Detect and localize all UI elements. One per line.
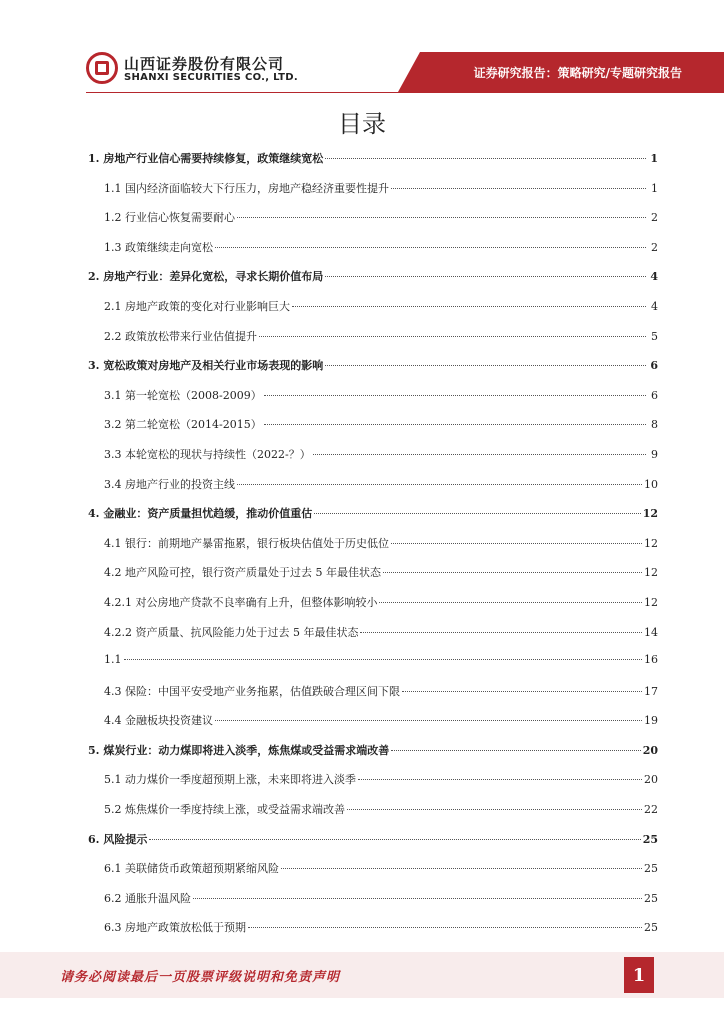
company-logo-icon [86, 52, 118, 84]
toc-entry[interactable] [88, 357, 658, 387]
header-divider [86, 92, 724, 93]
toc-leader-dots [248, 927, 642, 928]
toc-entry[interactable] [88, 890, 658, 920]
toc-entry[interactable] [88, 712, 658, 742]
toc-entry-page: 4 [650, 270, 658, 284]
toc-entry-page: 2 [651, 240, 658, 254]
toc-entry-label: 3.2 第二轮宽松（2014-2015） [104, 418, 262, 432]
toc-entry-page: 14 [644, 625, 658, 639]
footer-disclaimer: 请务必阅读最后一页股票评级说明和免责声明 [60, 970, 341, 985]
toc-entry[interactable] [88, 624, 658, 654]
toc-entry-label: 6.1 美联储货币政策超预期紧缩风险 [104, 862, 279, 876]
toc-entry-label: 3. 宽松政策对房地产及相关行业市场表现的影响 [88, 359, 324, 373]
toc-entry-label: 2.2 政策放松带来行业估值提升 [104, 329, 257, 343]
toc-entry[interactable] [88, 771, 658, 801]
toc-entry[interactable] [88, 742, 658, 772]
toc-entry[interactable] [88, 446, 658, 476]
toc-entry-page: 8 [651, 418, 658, 432]
toc-entry-page: 25 [644, 921, 658, 935]
toc-entry-page: 20 [642, 743, 658, 757]
toc-entry-label: 4. 金融业：资产质量担忧趋缓，推动价值重估 [88, 507, 313, 521]
toc-leader-dots [264, 424, 646, 425]
toc-entry-label: 4.2.1 对公房地产贷款不良率确有上升，但整体影响较小 [104, 595, 378, 609]
report-type-band [420, 52, 724, 92]
toc-leader-dots [215, 247, 646, 248]
toc-entry[interactable] [88, 860, 658, 890]
toc-entry-page: 10 [644, 477, 658, 491]
toc-entry-page: 5 [651, 329, 658, 343]
toc-entry-label: 1.3 政策继续走向宽松 [104, 240, 213, 254]
toc-entry-label: 1. 房地产行业信心需要持续修复，政策继续宽松 [88, 152, 324, 165]
toc-leader-dots [124, 659, 643, 660]
toc-leader-dots [149, 839, 640, 840]
toc-entry-label: 4.4 金融板块投资建议 [104, 714, 213, 728]
toc-entry-label: 3.4 房地产行业的投资主线 [104, 477, 235, 491]
toc-entry-label: 6. 风险提示 [88, 832, 148, 846]
toc-entry-page: 17 [644, 684, 658, 698]
toc-leader-dots [215, 720, 642, 721]
toc-entry[interactable] [88, 268, 658, 298]
toc-leader-dots [325, 365, 646, 366]
toc-entry-label: 6.2 通胀升温风险 [104, 891, 191, 905]
toc-entry-page: 6 [650, 359, 658, 373]
toc-leader-dots [391, 188, 646, 189]
toc-leader-dots [325, 158, 646, 159]
toc-leader-dots [292, 306, 646, 307]
toc-leader-dots [391, 750, 640, 751]
toc-entry-page: 12 [644, 566, 658, 580]
toc-leader-dots [313, 454, 646, 455]
toc-leader-dots [383, 572, 642, 573]
toc-entry-page: 9 [651, 447, 658, 461]
toc-leader-dots [314, 513, 640, 514]
table-of-contents [88, 150, 658, 949]
toc-entry-label: 1.1 国内经济面临较大下行压力，房地产稳经济重要性提升 [104, 181, 389, 195]
toc-leader-dots [325, 276, 646, 277]
toc-entry[interactable] [88, 653, 658, 683]
toc-leader-dots [237, 484, 642, 485]
toc-entry-page: 1 [650, 152, 658, 165]
toc-leader-dots [379, 602, 642, 603]
toc-entry[interactable] [88, 535, 658, 565]
toc-entry[interactable] [88, 416, 658, 446]
toc-entry-label: 4.2.2 资产质量、抗风险能力处于过去 5 年最佳状态 [104, 625, 359, 639]
toc-entry-page: 6 [651, 388, 658, 402]
toc-entry-page: 12 [644, 536, 658, 550]
toc-entry-page: 4 [651, 299, 658, 313]
toc-entry[interactable] [88, 298, 658, 328]
toc-entry-label: 2.1 房地产政策的变化对行业影响巨大 [104, 299, 290, 313]
toc-entry-page: 2 [651, 211, 658, 225]
company-name-cn: 山西证券股份有限公司 [124, 55, 285, 73]
toc-entry[interactable] [88, 594, 658, 624]
toc-entry-label: 5.2 炼焦煤价一季度持续上涨，或受益需求端改善 [104, 803, 345, 817]
toc-leader-dots [193, 898, 642, 899]
toc-entry[interactable] [88, 683, 658, 713]
company-name-en: SHANXI SECURITIES CO., LTD. [124, 72, 298, 83]
toc-entry-label: 4.2 地产风险可控，银行资产质量处于过去 5 年最佳状态 [104, 566, 381, 580]
toc-entry-page: 25 [644, 862, 658, 876]
toc-entry-label: 6.3 房地产政策放松低于预期 [104, 921, 246, 935]
toc-leader-dots [237, 217, 646, 218]
toc-entry-page: 19 [644, 714, 658, 728]
toc-entry[interactable] [88, 831, 658, 861]
toc-entry-label: 3.1 第一轮宽松（2008-2009） [104, 388, 262, 402]
toc-entry[interactable] [88, 180, 658, 210]
toc-entry[interactable] [88, 476, 658, 506]
toc-entry-page: 20 [644, 773, 658, 787]
toc-entry[interactable] [88, 209, 658, 239]
toc-entry[interactable] [88, 239, 658, 269]
toc-leader-dots [259, 336, 646, 337]
toc-entry-page: 25 [642, 832, 658, 846]
toc-entry-page: 1 [651, 181, 658, 195]
toc-leader-dots [347, 809, 642, 810]
toc-leader-dots [391, 543, 642, 544]
toc-entry-page: 16 [644, 653, 658, 667]
toc-entry[interactable] [88, 801, 658, 831]
toc-entry[interactable] [88, 919, 658, 949]
toc-leader-dots [281, 868, 642, 869]
page-header [0, 0, 724, 100]
toc-entry[interactable] [88, 387, 658, 417]
toc-entry[interactable] [88, 328, 658, 358]
toc-entry-label: 5. 煤炭行业：动力煤即将进入淡季，炼焦煤或受益需求端改善 [88, 743, 390, 757]
toc-leader-dots [402, 691, 642, 692]
toc-entry-label: 4.3 保险：中国平安受地产业务拖累，估值跌破合理区间下限 [104, 684, 400, 698]
toc-entry-page: 12 [642, 507, 658, 521]
toc-entry[interactable] [88, 564, 658, 594]
toc-entry[interactable] [88, 150, 658, 180]
toc-entry-page: 25 [644, 891, 658, 905]
toc-entry-label: 3.3 本轮宽松的现状与持续性（2022-？） [104, 447, 311, 461]
toc-entry-page: 22 [644, 803, 658, 817]
page-number: 1 [624, 957, 654, 993]
toc-entry-label: 4.1 银行：前期地产暴雷拖累，银行板块估值处于历史低位 [104, 536, 389, 550]
toc-entry-label: 1.1 [104, 653, 122, 667]
report-type-label: 证券研究报告：策略研究/专题研究报告 [473, 66, 682, 80]
toc-entry-label: 1.2 行业信心恢复需要耐心 [104, 211, 235, 225]
toc-entry-label: 2. 房地产行业：差异化宽松，寻求长期价值布局 [88, 270, 324, 284]
toc-leader-dots [360, 632, 642, 633]
toc-entry-page: 12 [644, 595, 658, 609]
toc-leader-dots [264, 395, 646, 396]
toc-title: 目录 [338, 110, 386, 138]
toc-entry-label: 5.1 动力煤价一季度超预期上涨，未来即将进入淡季 [104, 773, 356, 787]
toc-leader-dots [358, 779, 642, 780]
toc-entry[interactable] [88, 505, 658, 535]
